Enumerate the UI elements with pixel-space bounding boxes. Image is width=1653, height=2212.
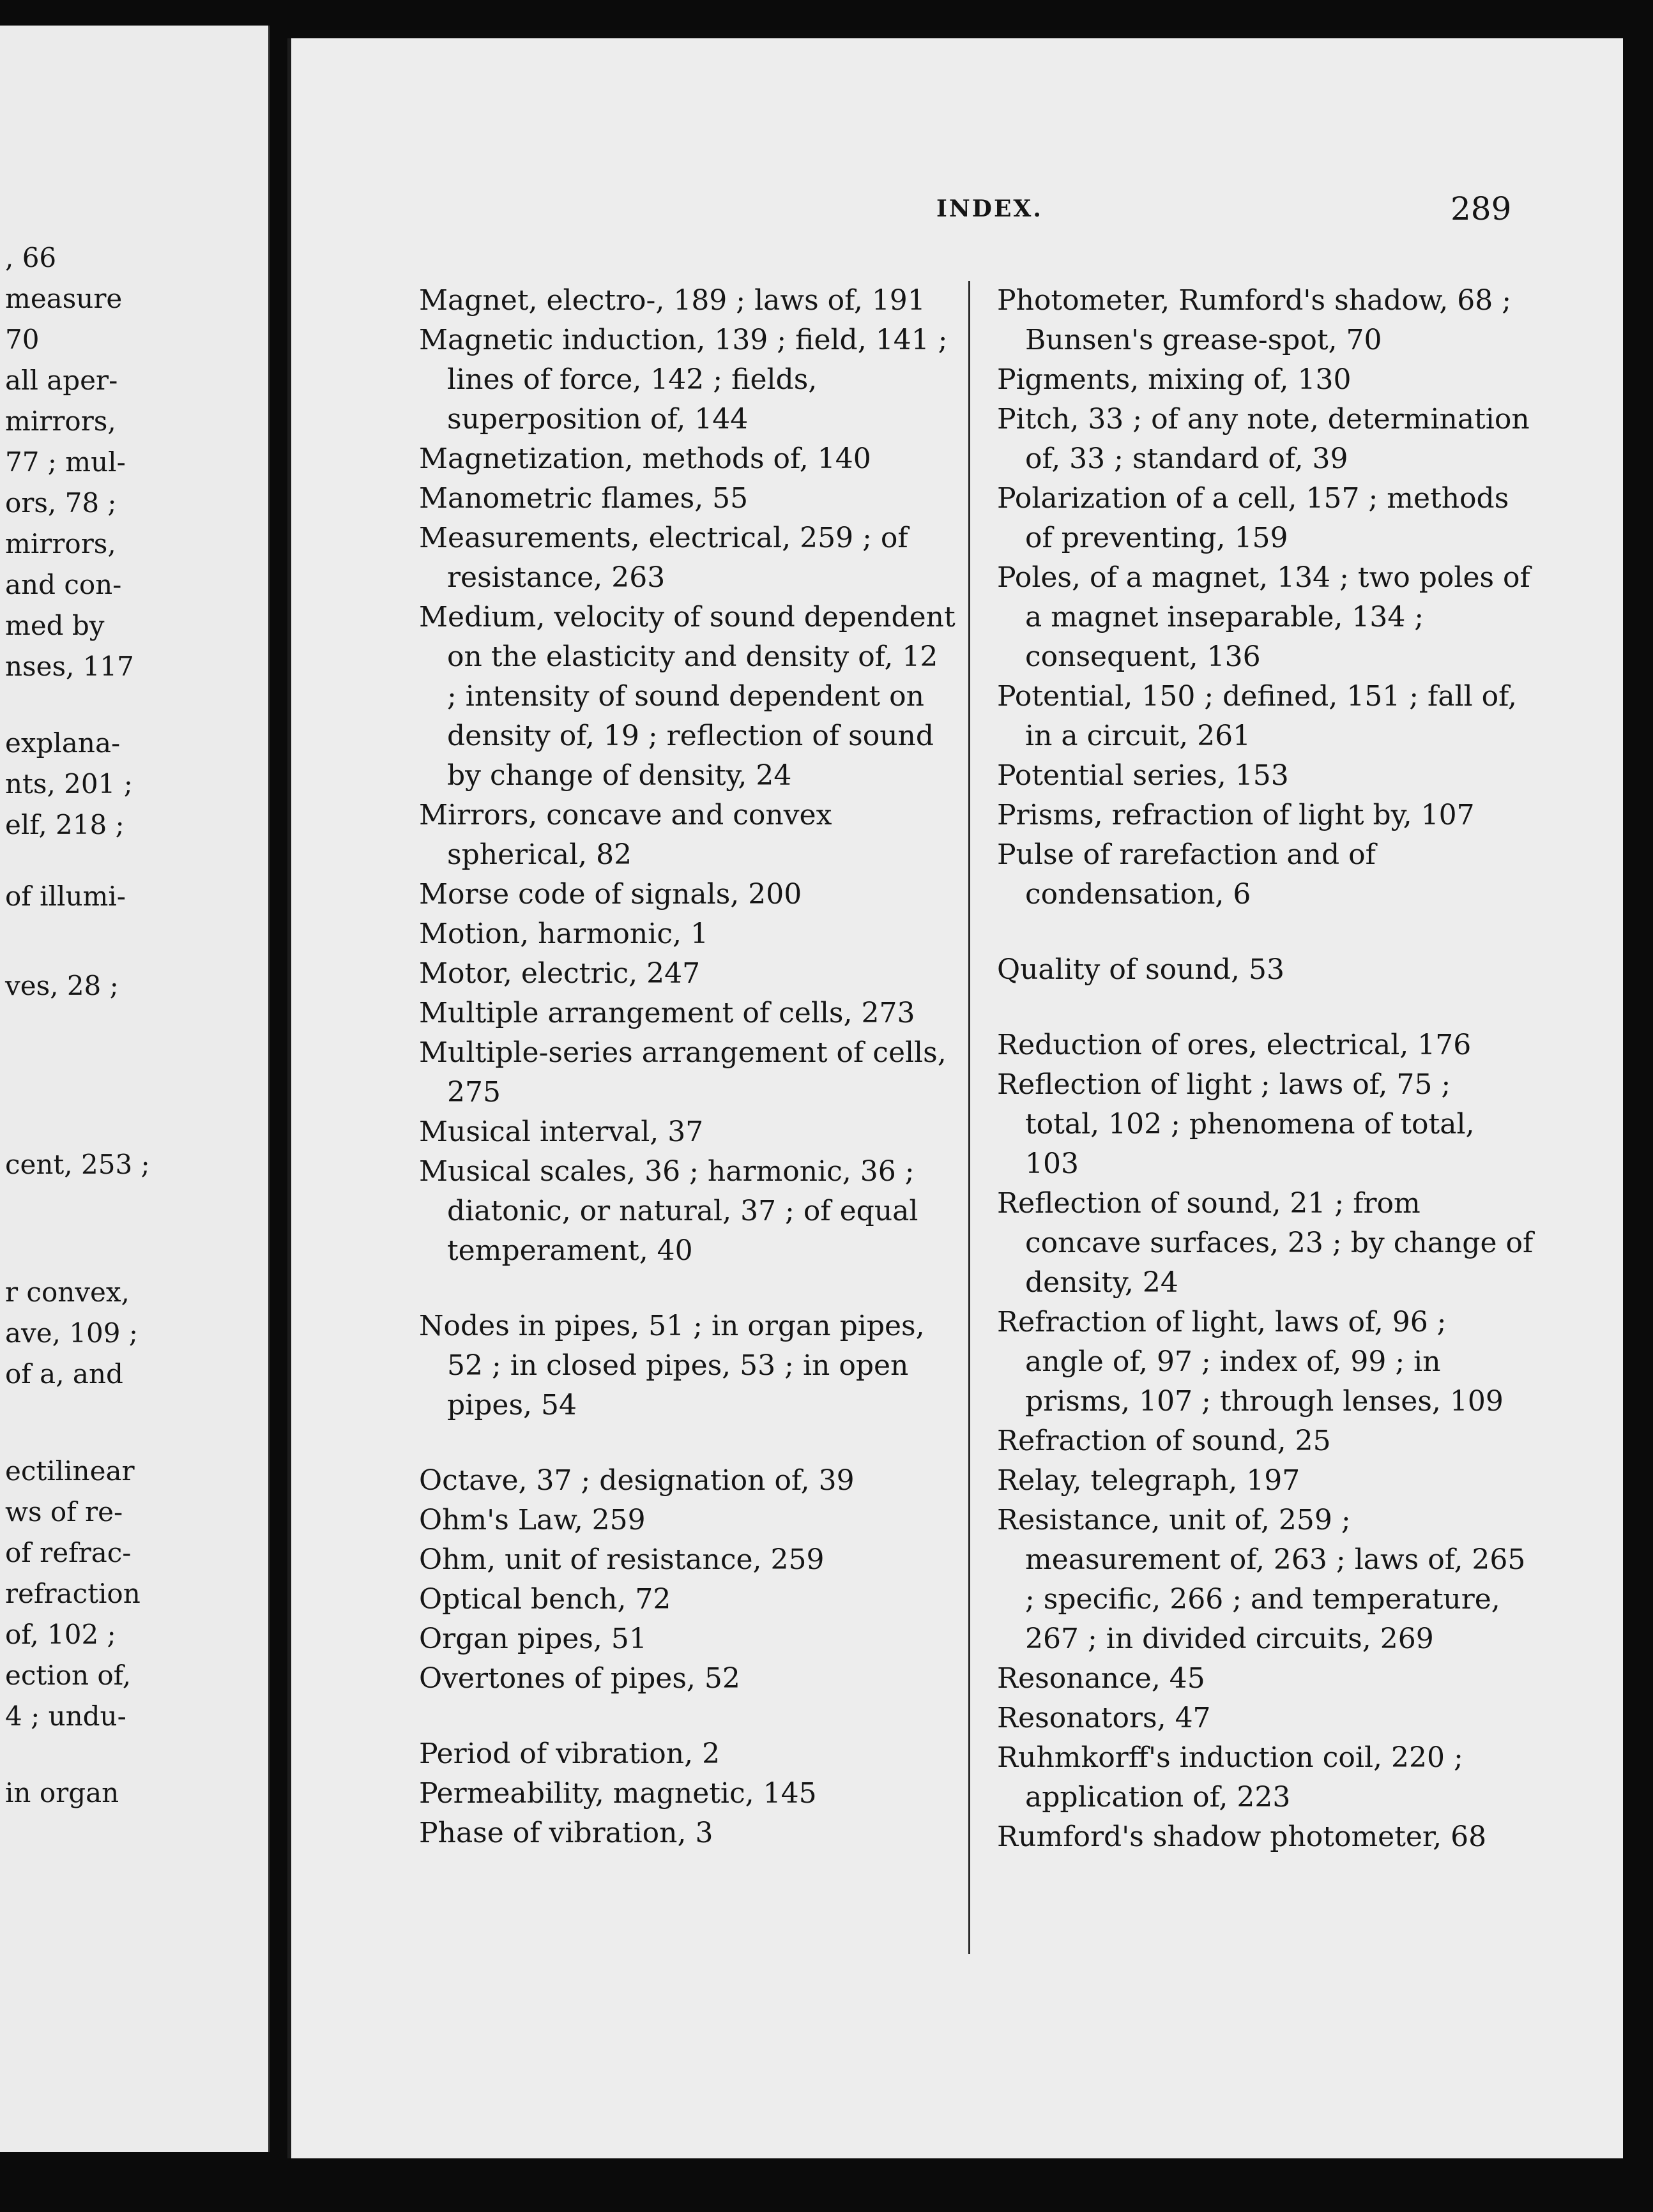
index-entry: Reduction of ores, electrical, 176 [997,1029,1472,1061]
fragment-line: refraction [5,1578,141,1609]
column-divider [968,281,970,1954]
index-column-left [419,281,956,1853]
facing-page-fragment [0,26,270,2152]
index-entry: Pitch, 33 ; of any note, determination of, 33 ; standard of, 39 [997,403,1530,475]
index-entry: Motor, electric, 247 [419,957,701,990]
index-entry: Ruhmkorff's induction coil, 220 ; application of, 223 [997,1741,1463,1814]
fragment-line: , 66 [5,242,57,273]
index-entry: Poles, of a magnet, 134 ; two poles of a magnet inseparable, 134 ; consequent, 136 [997,561,1530,673]
index-entry: Medium, velocity of sound dependent on the elasticity and density of, 12 ; intensity of sound dependent on density of, 19 ; reflection of sound by change of density, 24 [419,601,956,792]
fragment-line: of a, and [5,1358,123,1390]
index-entry: Phase of vibration, 3 [419,1817,713,1849]
fragment-line: of illumi- [5,881,126,912]
index-entry: Musical scales, 36 ; harmonic, 36 ; diatonic, or natural, 37 ; of equal temperament, 40 [419,1155,918,1267]
fragment-line: mirrors, [5,405,116,437]
fragment-line: and con- [5,569,122,600]
index-entry: Manometric flames, 55 [419,482,749,515]
index-entry: Overtones of pipes, 52 [419,1662,740,1695]
index-entry: Resistance, unit of, 259 ; measurement of, 263 ; laws of, 265 ; specific, 266 ; and temperature, 267 ; in divided circuits, 269 [997,1504,1526,1655]
fragment-line: 70 [5,324,40,355]
page-title: INDEX. [936,195,1043,222]
index-entry: Polarization of a cell, 157 ; methods of preventing, 159 [997,482,1509,554]
index-entry: Optical bench, 72 [419,1583,671,1616]
index-entry: Magnetization, methods of, 140 [419,443,871,475]
index-entry: Refraction of light, laws of, 96 ; angle of, 97 ; index of, 99 ; in prisms, 107 ; through lenses, 109 [997,1306,1504,1418]
fragment-line: ection of, [5,1660,132,1691]
index-entry: Mirrors, concave and convex spherical, 82 [419,799,832,871]
fragment-line: ors, 78 ; [5,487,117,519]
index-entry: Prisms, refraction of light by, 107 [997,799,1475,831]
fragment-line: ectilinear [5,1455,135,1487]
fragment-line: in organ [5,1777,119,1808]
index-entry: Quality of sound, 53 [997,953,1284,986]
index-entry: Rumford's shadow photometer, 68 [997,1821,1487,1853]
fragment-line: 4 ; undu- [5,1701,126,1732]
index-entry: Reflection of light ; laws of, 75 ; total, 102 ; phenomena of total, 103 [997,1068,1475,1180]
index-entry: Photometer, Rumford's shadow, 68 ; Bunsen's grease-spot, 70 [997,284,1512,356]
fragment-line: ws of re- [5,1496,123,1527]
index-entry: Measurements, electrical, 259 ; of resistance, 263 [419,522,908,594]
page-number: 289 [1451,190,1512,227]
index-entry: Reflection of sound, 21 ; from concave surfaces, 23 ; by change of density, 24 [997,1187,1534,1299]
index-column-right [997,281,1534,1857]
fragment-line: measure [5,283,123,314]
index-entry: Resonators, 47 [997,1702,1211,1734]
fragment-line: r convex, [5,1276,130,1308]
index-entry: Motion, harmonic, 1 [419,918,708,950]
fragment-line: nts, 201 ; [5,768,133,799]
index-page [287,38,1623,2158]
index-entry: Nodes in pipes, 51 ; in organ pipes, 52 ; in closed pipes, 53 ; in open pipes, 54 [419,1310,925,1421]
running-head [291,186,1623,244]
fragment-line: ves, 28 ; [5,970,119,1001]
index-entry: Refraction of sound, 25 [997,1425,1331,1457]
fragment-line: all aper- [5,365,118,396]
fragment-line: ave, 109 ; [5,1317,138,1349]
fragment-line: nses, 117 [5,651,134,682]
index-entry: Octave, 37 ; designation of, 39 [419,1464,855,1497]
fragment-line: of, 102 ; [5,1619,116,1650]
index-entry: Pulse of rarefaction and of condensation, 6 [997,838,1376,911]
index-entry: Potential series, 153 [997,759,1289,792]
fragment-line: mirrors, [5,528,116,559]
fragment-line: explana- [5,727,121,759]
index-entry: Ohm, unit of resistance, 259 [419,1543,825,1576]
index-entry: Magnet, electro-, 189 ; laws of, 191 [419,284,926,317]
fragment-line: cent, 253 ; [5,1149,150,1180]
fragment-line: elf, 218 ; [5,809,125,840]
index-entry: Organ pipes, 51 [419,1623,647,1655]
index-entry: Period of vibration, 2 [419,1738,720,1770]
index-entry: Resonance, 45 [997,1662,1205,1695]
fragment-line: med by [5,610,105,641]
index-entry: Magnetic induction, 139 ; field, 141 ; lines of force, 142 ; fields, superposition of, 144 [419,324,948,436]
fragment-line: 77 ; mul- [5,446,126,478]
index-entry: Potential, 150 ; defined, 151 ; fall of, in a circuit, 261 [997,680,1517,752]
index-entry: Morse code of signals, 200 [419,878,802,911]
index-entry: Relay, telegraph, 197 [997,1464,1300,1497]
index-entry: Multiple arrangement of cells, 273 [419,997,915,1029]
index-entry: Multiple-series arrangement of cells, 275 [419,1036,947,1109]
index-entry: Ohm's Law, 259 [419,1504,646,1536]
fragment-line: of refrac- [5,1537,132,1568]
index-entry: Pigments, mixing of, 130 [997,363,1352,396]
index-entry: Musical interval, 37 [419,1116,704,1148]
index-entry: Permeability, magnetic, 145 [419,1777,817,1810]
